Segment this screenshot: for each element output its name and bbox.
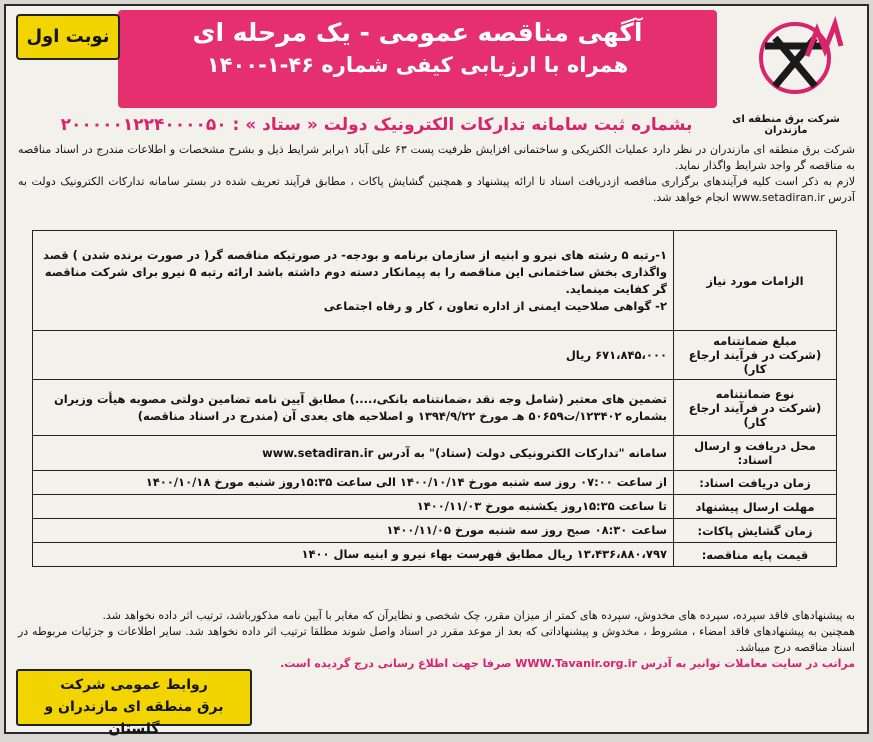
requirement-1: ۱-رتبه ۵ رشته های نیرو و ابنیه از سازمان برنامه و بودجه- در صورتیکه مناقصه گر( در صورت برنده شدن ) قصد واگذاری بخش ساختمانی این مناقصه را به پیمانکار دسته دوم داشته باشد ارائه رتبه ۵ نیرو برای شرکت مناقصه گر کفایت مینماید.: [43, 247, 667, 296]
row-value: ساعت ۰۸:۳۰ صبح روز سه شنبه مورخ ۱۴۰۰/۱۱/۰۵: [33, 519, 674, 543]
row-value: تا ساعت ۱۵:۳۵روز یکشنبه مورخ ۱۴۰۰/۱۱/۰۳: [33, 495, 674, 519]
company-name: شرکت برق منطقه ای مازندران: [732, 114, 840, 136]
row-label: [674, 331, 837, 380]
row-label-sub: (شرکت در فرآیند ارجاع کار): [688, 348, 822, 376]
row-label: زمان دریافت اسناد:: [674, 471, 837, 495]
notice-title: آگهی مناقصه عمومی - یک مرحله ای: [192, 18, 643, 47]
intro-paragraph-2: لازم به ذکر است کلیه فرآیندهای برگزاری مناقصه ازدریافت اسناد تا ارائه پیشنهاد و همچنین گشایش پاکات ، مطابق فرآیند تعریف شده در بستر سامانه تدارکات الکترونیک دولت به آدرس www.setadiran.ir انجام خواهد شد.: [18, 175, 855, 204]
table-row: [33, 495, 837, 519]
round-badge: نوبت اول: [16, 14, 120, 60]
table-row: [33, 436, 837, 471]
requirement-2: ۲- گواهی صلاحیت ایمنی از اداره تعاون ، کار و رفاه اجتماعی: [323, 298, 667, 313]
footer-note-1: به پیشنهادهای فاقد سپرده، سپرده های مخدوش، سپرده های کمتر از میزان مقرر، چک شخصی و نظایرآن که مغایر با آیین نامه مذکورباشد، ترتیب اثر داده نخواهد شد.: [102, 609, 855, 622]
row-label: زمان گشایش پاکات:: [674, 519, 837, 543]
row-value: ۱۳،۴۳۶،۸۸۰،۷۹۷ ریال مطابق فهرست بهاء نیرو و ابنیه سال ۱۴۰۰: [33, 543, 674, 567]
intro-text: [18, 142, 855, 206]
tender-details-table: [32, 230, 837, 567]
setad-registration-number: بشماره ثبت سامانه تدارکات الکترونیک دولت « ستاد » : ۲۰۰۰۰۰۱۲۲۴۰۰۰۰۵۰: [60, 115, 693, 135]
intro-paragraph-1: شرکت برق منطقه ای مازندران در نظر دارد عملیات الکتریکی و ساختمانی افزایش ظرفیت پست ۶۳ علی آباد ۱برابر شرایط ذیل و بشرح مشخصات و اطلاعات مندرج در اسناد مناقصه به مناقصه گر واجد شرایط واگذار نماید.: [18, 143, 855, 172]
notice-subtitle: همراه با ارزیابی کیفی شماره ۴۶-۱-۱۴۰۰: [206, 53, 629, 77]
row-value: سامانه "تدارکات الکترونیکی دولت (ستاد)" به آدرس www.setadiran.ir: [33, 436, 674, 471]
row-label-main: مبلغ ضمانتنامه: [713, 334, 797, 348]
table-row: [33, 231, 837, 331]
table-row: [33, 543, 837, 567]
row-value: از ساعت ۰۷:۰۰ روز سه شنبه مورخ ۱۴۰۰/۱۰/۱۴ الی ساعت ۱۵:۳۵روز شنبه مورخ ۱۴۰۰/۱۰/۱۸: [33, 471, 674, 495]
table-row: [33, 471, 837, 495]
tender-notice: [4, 4, 869, 737]
notice-header: [118, 10, 717, 108]
footer-note-3: مراتب در سایت معاملات توانیر به آدرس WWW.Tavanir.org.ir صرفا جهت اطلاع رسانی درج گردیده است.: [280, 657, 855, 670]
row-label-main: نوع ضمانتنامه: [715, 386, 795, 401]
row-value: [33, 231, 674, 331]
row-label: الزامات مورد نیاز: [674, 231, 837, 331]
row-label-sub: (شرکت در فرآیند ارجاع کار): [688, 400, 822, 429]
company-logo-icon: [745, 16, 855, 98]
row-value: ۶۷۱،۸۴۵،۰۰۰ ریال: [33, 331, 674, 380]
table-row: [33, 519, 837, 543]
row-label: مهلت ارسال پیشنهاد: [674, 495, 837, 519]
pr-line-2: برق منطقه ای مازندران و گلستان: [44, 699, 224, 737]
row-value: تضمین های معتبر (شامل وجه نقد ،ضمانتنامه بانکی،....) مطابق آیین نامه تضامین دولتی مصوبه هیأت وزیران بشماره ۱۲۳۴۰۲/ت۵۰۶۵۹ هـ مورخ ۱۳۹۴/۹/۲۲ و اصلاحیه های بعدی آن (مندرج در اسناد مناقصه): [33, 380, 674, 436]
footer-note-2: همچنین به پیشنهادهای فاقد امضاء ، مشروط ، مخدوش و پیشنهاداتی که بعد از موعد مقرر در اسناد واصل شوند مطلقا ترتیب اثر داده نخواهد شد. سایر اطلاعات و جزئیات مربوطه در اسناد مناقصه درج میباشد.: [18, 625, 855, 654]
row-label: [674, 380, 837, 436]
row-label: محل دریافت و ارسال اسناد:: [674, 436, 837, 471]
footer-notes: [18, 608, 855, 672]
pr-line-1: روابط عمومی شرکت: [60, 677, 208, 693]
row-label: قیمت پایه مناقصه:: [674, 543, 837, 567]
table-row: [33, 380, 837, 436]
public-relations-signature: [16, 669, 252, 737]
table-row: [33, 331, 837, 380]
